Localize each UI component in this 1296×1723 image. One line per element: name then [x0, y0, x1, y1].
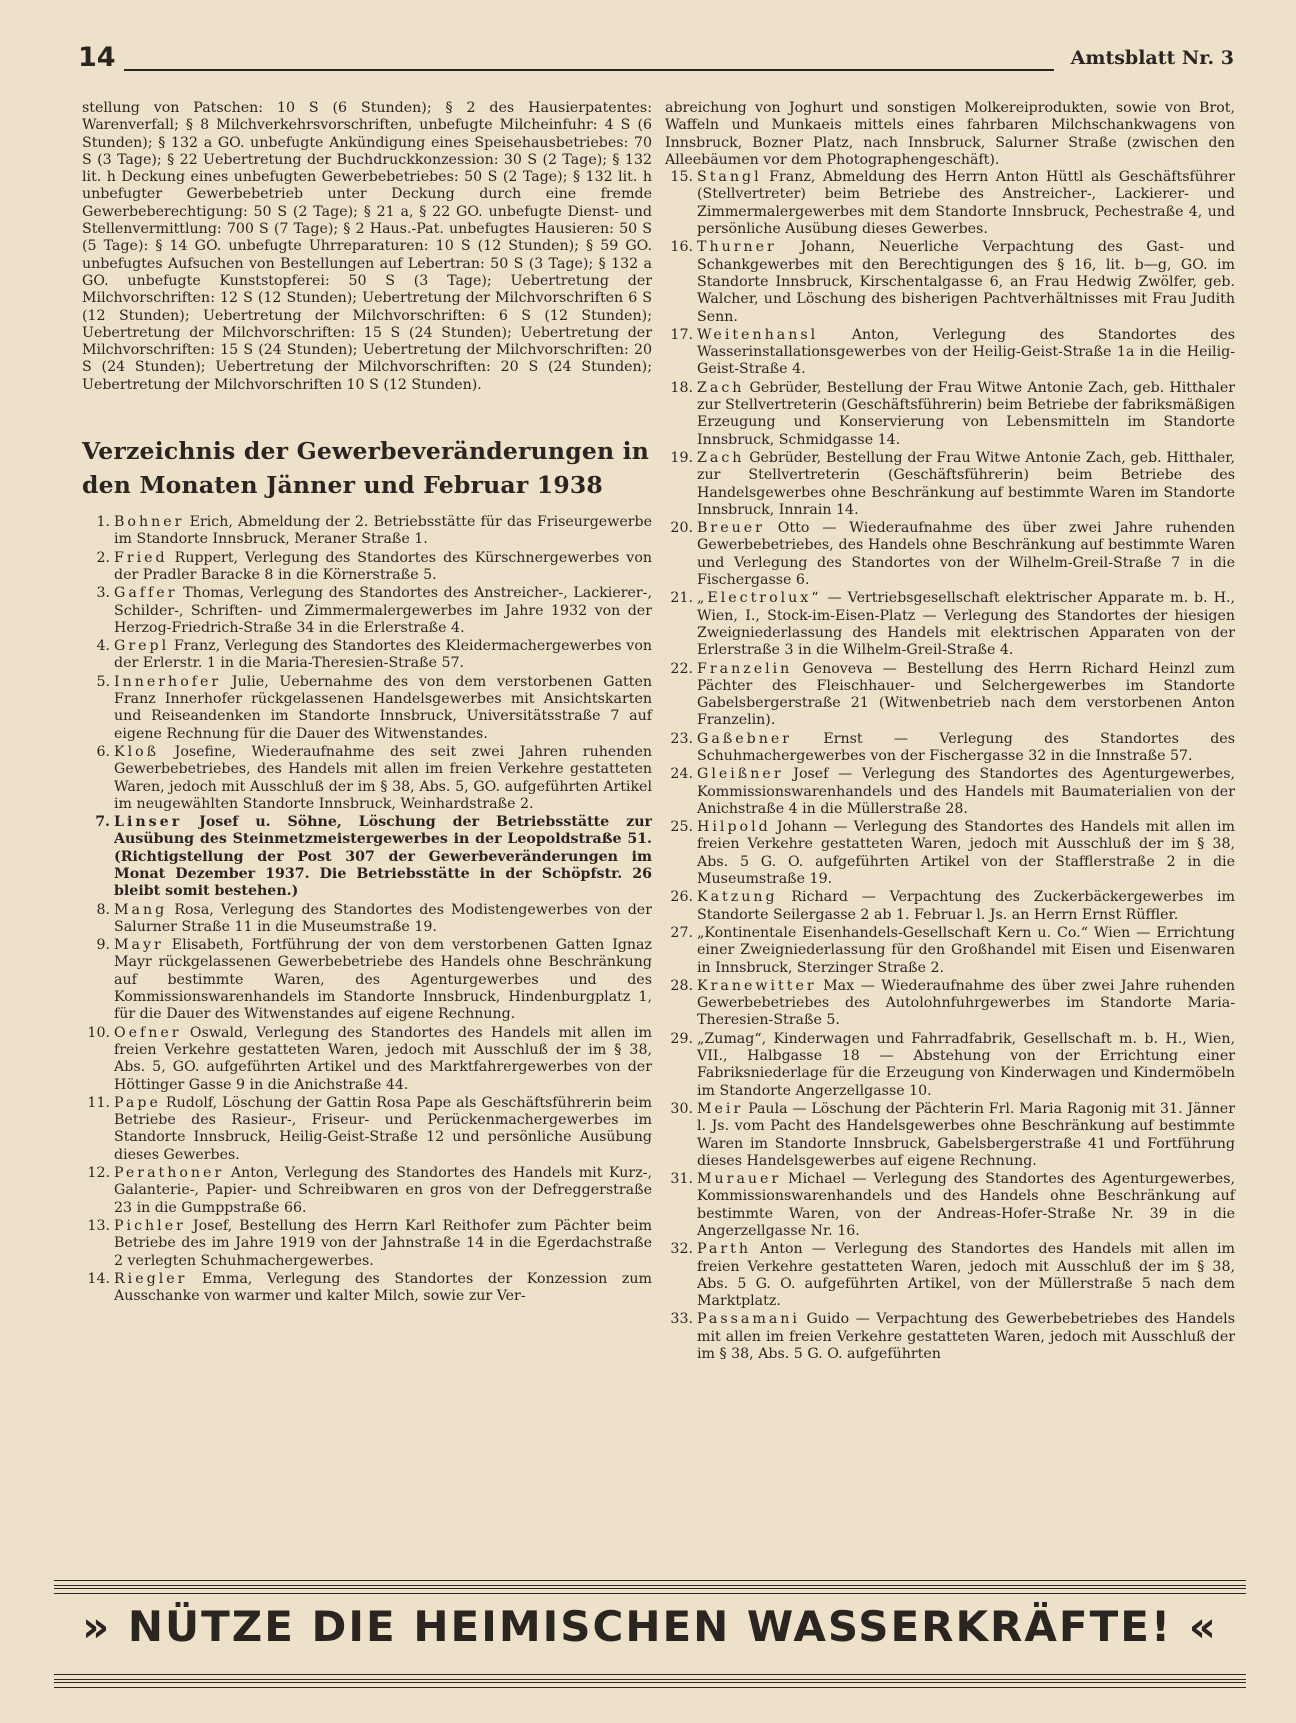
entry-number: 26. — [670, 889, 693, 906]
entry-text: Michael — Verlegung des Standortes des Agenturgewerbes, Kommissionswarenhandels und des Handels ohne Beschränkung auf bestimmte Waren, von der Andreas-Hofer-Straße Nr. 39 in die Angerzellgasse Nr. 16. — [697, 1171, 1235, 1239]
entry-number: 14. — [87, 1270, 110, 1287]
entry-name: Mayr — [114, 937, 164, 954]
entry-text: „Zumag“, Kinderwagen und Fahrradfabrik, Gesellschaft m. b. H., Wien, VII., Halbgasse 18 — Abstehung von der Errichtung einer Fabriksniederlage für die Erzeugung von Kinderwagen und Kindermöbeln im Standorte Angerzellgasse 10. — [697, 1030, 1235, 1099]
entry-name: Zach — [697, 379, 745, 396]
entry-name: Pape — [114, 1094, 161, 1111]
entry-number: 16. — [670, 239, 693, 256]
entry-name: Passamani — [697, 1311, 800, 1328]
slogan-banner — [54, 1580, 1246, 1692]
entry-number: 17. — [670, 326, 693, 343]
entry-name: Thurner — [697, 239, 777, 256]
entry-item — [665, 450, 1235, 519]
page-header — [64, 42, 1234, 78]
entry-item — [82, 902, 652, 937]
entry-name: Linser — [114, 814, 183, 831]
entry-name: „Electrolux“ — [697, 590, 822, 607]
entry-number: 3. — [96, 585, 110, 602]
entry-name: Riegler — [114, 1270, 188, 1287]
entry-number: 1. — [96, 514, 110, 531]
entry-name: Breuer — [697, 520, 765, 537]
page-number: 14 — [78, 42, 116, 73]
entry-text: Julie, Uebernahme des von dem verstorbenen Gatten Franz Innerhofer rückgelassenen Handelsgewerbes mit Ansichtskarten und Reiseandenken im Standorte Innsbruck, Universitätsstraße 7 auf eigene Rechnung für die Dauer des Witwenstandes. — [114, 673, 652, 742]
entry-number: 9. — [96, 937, 110, 954]
entry-item — [82, 638, 652, 673]
entry-item — [82, 1218, 652, 1270]
entry-text: Paula — Löschung der Pächterin Frl. Maria Ragonig mit 31. Jänner l. Js. vom Pacht des Handelsgewerbes ohne Beschränkung auf bestimmte Waren im Standorte Innsbruck, Gabelsbergerstraße 41 und Fortführung dieses Handelsgewerbes auf eigene Rechnung. — [697, 1100, 1235, 1169]
entry-number: 27. — [670, 924, 693, 941]
entry-number: 32. — [670, 1241, 693, 1258]
entry-number: 8. — [96, 901, 110, 918]
entry-name: Murauer — [697, 1171, 782, 1188]
entry-name: Oefner — [114, 1024, 182, 1041]
entry-name: Fried — [114, 549, 168, 566]
continuation-paragraph: abreichung von Joghurt und sonstigen Molkereiprodukten, sowie von Brot, Waffeln und Munkaeis mittels eines fahrbaren Milchschankwagens von Innsbruck, Bozner Platz, nach Innsbruck, Salurner Straße (zwischen den Alleebäumen vor dem Photographengeschäft). — [665, 100, 1235, 168]
entry-text: Elisabeth, Fortführung der von dem verstorbenen Gatten Ignaz Mayr rückgelassenen Gewerbebetriebe des Handels ohne Beschränkung auf bestimmte Waren, des Agenturgewerbes und des Kommissionswarenhandels im Standorte Innsbruck, Hindenburgplatz 1, für die Dauer des Witwenstandes auf eigene Rechnung. — [114, 937, 652, 1023]
entry-name: Weitenhansl — [697, 326, 819, 343]
banner-rule — [54, 1580, 1246, 1586]
entry-text: Genoveva — Bestellung des Herrn Richard Heinzl zum Pächter des Fleischhauer- und Selchergewerbes im Standorte Gabelsbergerstraße 21 (Witwenbetrieb nach dem verstorbenen Anton Franzelin). — [697, 660, 1235, 729]
entry-text: Emma, Verlegung des Standortes der Konzession zum Ausschanke von warmer und kalter Milch, sowie zur Ver- — [114, 1270, 652, 1305]
entry-text: Josef — Verlegung des Standortes des Agenturgewerbes, Kommissionswarenhandels und des Handels mit Baumaterialien von der Anichstraße 4 in die Müllerstraße 28. — [697, 766, 1235, 817]
banner-rule — [54, 1588, 1246, 1594]
publication-title: Amtsblatt Nr. 3 — [1070, 47, 1234, 69]
entry-number: 21. — [670, 590, 693, 607]
entry-item — [665, 889, 1235, 924]
entry-name: Kranewitter — [697, 977, 817, 994]
entry-text: Thomas, Verlegung des Standortes des Anstreicher-, Lackierer-, Schilder-, Schriften- und Zimmermalergewerbes im Jahre 1932 von der Herzog-Friedrich-Straße 34 in die Erlerstraße 4. — [114, 585, 652, 636]
entry-name: Parth — [697, 1241, 751, 1258]
entry-text: Josef u. Söhne, Löschung der Betriebsstätte zur Ausübung des Steinmetzmeistergewerbes in der Leopoldstraße 51. (Richtigstellung der Post 307 der Gewerbeveränderungen im Monat Dezember 1937. Die Betriebsstätte in der Schöpfstr. 26 bleibt somit bestehen.) — [114, 814, 652, 900]
entry-item — [665, 731, 1235, 766]
entry-text: Franz, Abmeldung des Herrn Anton Hüttl als Geschäftsführer (Stellvertreter) beim Betriebe des Anstreicher-, Lackierer- und Zimmermalergewerbes mit dem Standorte Innsbruck, Pechestraße 4, und persönliche Ausübung dieses Gewerbes. — [697, 169, 1235, 238]
entry-name: Mang — [114, 901, 168, 918]
entry-number: 15. — [670, 169, 693, 186]
entry-text: Johann, Neuerliche Verpachtung des Gast- und Schankgewerbes mit den Berechtigungen des § 16, lit. b—g, GO. im Standorte Innsbruck, Kirschentalgasse 6, an Frau Hedwig Zwölfer, geb. Walcher, und Löschung des bisherigen Pachtverhältnisses mit Frau Judith Senn. — [697, 239, 1235, 325]
entry-item — [665, 590, 1235, 659]
entry-item — [82, 674, 652, 743]
banner-slogan: » NÜTZE DIE HEIMISCHEN WASSERKRÄFTE! « — [82, 1602, 1218, 1651]
entry-number: 19. — [670, 449, 693, 466]
entry-item — [82, 1165, 652, 1217]
entry-number: 4. — [96, 638, 110, 655]
entry-text: Gebrüder, Bestellung der Frau Witwe Antonie Zach, geb. Hitthaler zur Stellvertreterin (Geschäftsführerin) beim Betriebe der fabriksmäßigen Erzeugung und Konservierung von Lebensmitteln im Standorte Innsbruck, Schmidgasse 14. — [697, 379, 1235, 448]
entry-item — [665, 327, 1235, 379]
entry-text: Rosa, Verlegung des Standortes des Modistengewerbes von der Salurner Straße 11 in die Museumstraße 19. — [114, 901, 652, 935]
entries-list-right — [665, 169, 1235, 1363]
entries-list-left — [82, 514, 652, 1305]
entry-name: Bohner — [114, 514, 185, 531]
entry-item — [82, 744, 652, 813]
entry-number: 24. — [670, 766, 693, 783]
entry-number: 2. — [96, 549, 110, 566]
entry-item — [82, 585, 652, 637]
entry-item — [82, 937, 652, 1023]
entry-item — [82, 1095, 652, 1164]
entry-text: Anton — Verlegung des Standortes des Handels mit allen im freien Verkehre gestatteten Waren, jedoch mit Ausschluß der im § 38, Abs. 5 G. O. aufgeführten Artikel, von der Müllerstraße 5 nach dem Marktplatz. — [697, 1241, 1235, 1310]
entry-name: Kloß — [114, 743, 160, 760]
right-column — [665, 100, 1235, 1364]
entry-text: Rudolf, Löschung der Gattin Rosa Pape als Geschäftsführerin beim Betriebe des Rasieur-, Friseur- und Perückenmachergewerbes im Standorte Innsbruck, Heilig-Geist-Straße 12 und persönliche Ausübung dieses Gewerbes. — [114, 1094, 652, 1163]
entry-text: Ernst — Verlegung des Standortes des Schuhmachergewerbes von der Fischergasse 32 in die Innstraße 57. — [697, 730, 1235, 764]
entry-number: 18. — [670, 379, 693, 396]
entry-text: Otto — Wiederaufnahme des über zwei Jahre ruhenden Gewerbebetriebes, des Handels ohne Beschränkung auf bestimmte Waren und Verlegung des Standortes von der Wilhelm-Greil-Straße 7 in die Fischergasse 6. — [697, 520, 1235, 589]
entry-number: 22. — [670, 660, 693, 677]
entry-number: 23. — [670, 730, 693, 747]
entry-item — [82, 514, 652, 549]
entry-item — [665, 1171, 1235, 1240]
entry-name: Hilpold — [697, 819, 771, 836]
entry-number: 30. — [670, 1100, 693, 1117]
entry-number: 7. — [95, 814, 110, 831]
entry-name: Gaßebner — [697, 730, 793, 747]
entry-number: 10. — [87, 1024, 110, 1041]
entry-text: Josefine, Wiederaufnahme des seit zwei Jahren ruhenden Gewerbebetriebes, des Handels mit allen im freien Verkehre gestatteten Waren, jedoch mit Ausschluß der im § 38, Abs. 5, GO. aufgeführten Artikel im neugewählten Standorte Innsbruck, Weinhardstraße 2. — [114, 743, 652, 812]
entry-number: 20. — [670, 520, 693, 537]
entry-item — [665, 239, 1235, 325]
entry-number: 33. — [670, 1311, 693, 1328]
entry-name: Franzelin — [697, 660, 793, 677]
entry-text: Richard — Verpachtung des Zuckerbäckergewerbes im Standorte Seilergasse 2 ab 1. Februar l. Js. an Herrn Ernst Rüffler. — [697, 889, 1235, 923]
entry-item — [665, 520, 1235, 589]
entry-item — [82, 550, 652, 585]
entry-text: „Kontinentale Eisenhandels-Gesellschaft Kern u. Co.“ Wien — Errichtung einer Zweigniederlassung für den Großhandel mit Eisen und Eisenwaren in Innsbruck, Sterzinger Straße 2. — [697, 924, 1235, 976]
entry-text: Anton, Verlegung des Standortes des Handels mit Kurz-, Galanterie-, Papier- und Schreibwaren en gros von der Defreggerstraße 23 in die Gumppstraße 66. — [114, 1165, 652, 1216]
entry-text: Franz, Verlegung des Standortes des Kleidermachergewerbes von der Erlerstr. 1 in die Maria-Theresien-Straße 57. — [114, 638, 652, 672]
entry-item — [665, 661, 1235, 730]
entry-name: Pichler — [114, 1217, 186, 1234]
entry-number: 28. — [670, 977, 693, 994]
entry-name: Grepl — [114, 638, 170, 655]
entry-text: Josef, Bestellung des Herrn Karl Reithofer zum Pächter beim Betriebe des im Jahre 1919 von der Jahnstraße 14 in die Egerdachstraße 2 verlegten Schuhmachergewerbes. — [114, 1217, 652, 1269]
entry-text: Guido — Verpachtung des Gewerbebetriebes des Handels mit allen im freien Verkehre gestatteten Waren, jedoch mit Ausschluß der im § 38, Abs. 5 G. O. aufgeführten — [697, 1311, 1235, 1363]
entry-name: Gleißner — [697, 766, 784, 783]
entry-item — [665, 380, 1235, 449]
entry-number: 29. — [670, 1030, 693, 1047]
entry-item — [82, 1271, 652, 1306]
entry-number: 12. — [87, 1165, 110, 1182]
entry-item — [665, 1241, 1235, 1310]
banner-rule — [54, 1682, 1246, 1688]
entry-text: Max — Wiederaufnahme des über zwei Jahre ruhenden Gewerbebetriebes des Autolohnfuhrgewerbes im Standorte Maria-Theresien-Straße 5. — [697, 977, 1235, 1029]
entry-name: Zach — [697, 449, 745, 466]
header-rule — [124, 69, 1054, 71]
entry-item — [665, 1031, 1235, 1100]
entry-item — [82, 1025, 652, 1094]
entry-number: 5. — [96, 673, 110, 690]
entry-item — [665, 925, 1235, 977]
entry-text: Johann — Verlegung des Standortes des Handels mit allen im freien Verkehre gestatteten Waren, jedoch mit Ausschluß der im § 38, Abs. 5 G. O. aufgeführten Artikel von der Stafflerstraße 2 in die Museumstraße 19. — [697, 819, 1235, 888]
entry-item — [665, 1101, 1235, 1170]
intro-paragraph: stellung von Patschen: 10 S (6 Stunden); § 2 des Hausierpatentes: Warenverfall; § 8 Milchverkehrsvorschriften, unbefugte Milcheinfuhr: 4 S (6 Stunden); § 132 a GO. unbefugte Ankündigung eines Speisehausbetriebes: 70 S (3 Tage); § 22 Uebertretung der Buchdruckkonzession: 30 S (2 Tage); § 132 lit. h Deckung eines unbefugten Gewerbebetriebes: 50 S (2 Tage); § 132 lit. h unbefugter Gewerbebetrieb unter Deckung durch eine fremde Gewerbeberechtigung: 50 S (2 Tage); § 21 a, § 22 GO. unbefugte Dienst- und Stellenvermittlung: 700 S (7 Tage); § 2 Haus.-Pat. unbefugtes Hausieren: 50 S (5 Tage): § 14 GO. unbefugte Uhrreparaturen: 10 S (12 Stunden); § 59 GO. unbefugtes Aufsuchen von Bestellungen auf Lebertran: 50 S (3 Tage); § 132 a GO. unbefugte Kunststopferei: 50 S (3 Tage); Uebertretung der Milchvorschriften: 12 S (12 Stunden); Uebertretung der Milchvorschriften 6 S (12 Stunden); Uebertretung der Milchvorschriften: 6 S (12 Stunden); Uebertretung der Milchvorschriften: 15 S (24 Stunden); Uebertretung der Milchvorschriften: 15 S (24 Stunden); Uebertretung der Milchvorschriften: 20 S (24 Stunden); Uebertretung der Milchvorschriften: 20 S (24 Stunden); Uebertretung der Milchvorschriften 10 S (12 Stunden). — [82, 100, 652, 393]
entry-name: Perathoner — [114, 1165, 225, 1182]
entry-item — [82, 814, 652, 900]
entry-number: 13. — [87, 1217, 110, 1234]
entry-text: Anton, Verlegung des Standortes des Wasserinstallationsgewerbes von der Heilig-Geist-Straße 1a in die Heilig-Geist-Straße 4. — [697, 326, 1235, 378]
section-heading: Verzeichnis der Gewerbeveränderungen in den Monaten Jänner und Februar 1938 — [82, 437, 650, 500]
entry-number: 25. — [670, 819, 693, 836]
entry-name: Gaffer — [114, 585, 178, 602]
entry-name: Meir — [697, 1100, 744, 1117]
entry-item — [665, 766, 1235, 818]
entry-text: Gebrüder, Bestellung der Frau Witwe Antonie Zach, geb. Hitthaler, zur Stellvertreterin (Geschäftsführerin) beim Betriebe des Handelsgewerbes ohne Beschränkung auf bestimmte Waren im Standorte Innsbruck, Innrain 14. — [697, 449, 1235, 518]
entry-name: Stangl — [697, 169, 762, 186]
entry-text: Erich, Abmeldung der 2. Betriebsstätte für das Friseurgewerbe im Standorte Innsbruck, Meraner Straße 1. — [114, 514, 652, 548]
entry-text: Oswald, Verlegung des Standortes des Handels mit allen im freien Verkehre gestatteten Waren, jedoch mit Ausschluß der im § 38, Abs. 5, GO. aufgeführten Artikel und des Marktfahrergewerbes von der Höttinger Gasse 9 in die Anichstraße 44. — [114, 1024, 652, 1093]
entry-name: Innerhofer — [114, 673, 222, 690]
entry-item — [665, 819, 1235, 888]
entry-text: — Vertriebsgesellschaft elektrischer Apparate m. b. H., Wien, I., Stock-im-Eisen-Platz — Verlegung des Standortes der hiesigen Zweigniederlassung des Handels mit elektrischen Apparaten von der Erlerstraße 3 in die Wilhelm-Greil-Straße 4. — [697, 590, 1235, 659]
entry-number: 6. — [96, 743, 110, 760]
entry-item — [665, 169, 1235, 238]
left-column — [82, 100, 652, 1306]
entry-name: Katzung — [697, 889, 778, 906]
entry-text: Ruppert, Verlegung des Standortes des Kürschnergewerbes von der Pradler Baracke 8 in die Körnerstraße 5. — [114, 549, 652, 583]
entry-item — [665, 1311, 1235, 1363]
banner-rule — [54, 1674, 1246, 1680]
entry-number: 31. — [670, 1171, 693, 1188]
entry-number: 11. — [87, 1094, 110, 1111]
entry-item — [665, 978, 1235, 1030]
